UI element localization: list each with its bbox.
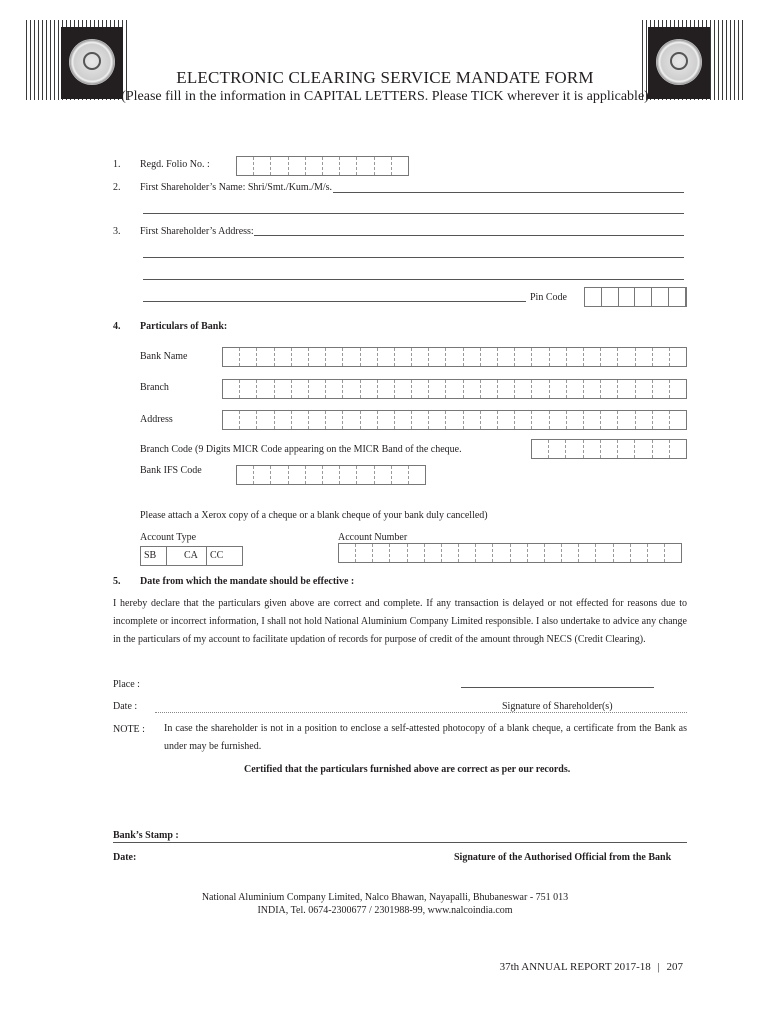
place-label: Place : <box>113 679 140 690</box>
ifs-code-label: Bank IFS Code <box>140 465 202 476</box>
certified-statement: Certified that the particulars furnished above are correct as per our records. <box>244 764 571 775</box>
folio-label: Regd. Folio No. : <box>140 159 210 170</box>
item-number-4: 4. <box>113 321 121 332</box>
item-number-5: 5. <box>113 576 121 587</box>
shareholder-signature-line[interactable] <box>461 687 654 688</box>
attach-cheque-note: Please attach a Xerox copy of a cheque or a blank cheque of your bank duly cancelled) <box>140 510 488 521</box>
footer-separator: | <box>657 961 660 973</box>
mandate-effective-date-label: Date from which the mandate should be effective : <box>140 576 355 587</box>
form-title: ELECTRONIC CLEARING SERVICE MANDATE FORM <box>176 68 594 87</box>
pin-code-boxes[interactable] <box>584 287 687 307</box>
item-number-1: 1. <box>113 159 121 170</box>
micr-code-boxes[interactable] <box>531 439 687 459</box>
address-field-3[interactable] <box>143 279 684 280</box>
account-type-sb[interactable]: SB <box>141 547 167 565</box>
bank-stamp-label: Bank’s Stamp : <box>113 830 179 841</box>
address-field-4[interactable] <box>143 301 526 302</box>
address-field-1[interactable] <box>254 235 684 236</box>
official-signature-label: Signature of the Authorised Official from the Bank <box>454 852 672 863</box>
account-type-boxes[interactable] <box>140 546 243 566</box>
footer-address <box>0 891 770 917</box>
bank-name-label: Bank Name <box>140 351 188 362</box>
note-label: NOTE : <box>113 724 145 735</box>
page-number: 207 <box>666 961 683 973</box>
item-number-2: 2. <box>113 182 121 193</box>
account-type-ca[interactable]: CA <box>167 547 207 565</box>
declaration-text: I hereby declare that the particulars given above are correct and complete. If any transaction is delayed or not effected for reasons due to incomplete or incorrect information, I shall not hold National Aluminium Company Limited responsible. I also undertake to advice any change in the particulars of my account to facilitate updation of records for purpose of credit of the amount through NECS (Credit Clearing). <box>113 598 687 645</box>
date-field[interactable] <box>155 712 687 713</box>
branch-code-label: Branch Code (9 Digits MICR Code appearing on the MICR Band of the cheque. <box>140 444 462 455</box>
bank-name-boxes[interactable] <box>222 347 687 367</box>
pin-code-label: Pin Code <box>530 292 567 303</box>
bank-date-label: Date: <box>113 852 137 863</box>
address-field-2[interactable] <box>143 257 684 258</box>
footer-address-line-1: National Aluminium Company Limited, Nalco Bhawan, Nayapalli, Bhubaneswar - 751 013 <box>201 892 569 903</box>
item-number-3: 3. <box>113 226 121 237</box>
date-label: Date : <box>113 701 138 712</box>
page-footer <box>500 961 683 973</box>
bank-address-boxes[interactable] <box>222 410 687 430</box>
annual-report-label: 37th ANNUAL REPORT 2017-18 <box>499 961 651 973</box>
branch-label: Branch <box>140 382 169 393</box>
shareholder-name-field[interactable] <box>333 192 684 193</box>
folio-number-boxes[interactable] <box>236 156 409 176</box>
form-subtitle: (Please fill in the information in CAPITAL LETTERS. Please TICK wherever it is applicable) <box>121 89 649 104</box>
shareholder-name-label: First Shareholder’s Name: Shri/Smt./Kum./M/s. <box>140 182 333 193</box>
shareholder-signature-label: Signature of Shareholder(s) <box>502 701 613 712</box>
branch-boxes[interactable] <box>222 379 687 399</box>
account-type-cc[interactable]: CC <box>210 550 224 561</box>
shareholder-name-field-2[interactable] <box>143 213 684 214</box>
account-number-boxes[interactable] <box>338 543 682 563</box>
bank-particulars-heading: Particulars of Bank: <box>140 321 228 332</box>
shareholder-address-label: First Shareholder’s Address: <box>140 226 254 237</box>
footer-address-line-2: INDIA, Tel. 0674-2300677 / 2301988-99, www.nalcoindia.com <box>257 905 513 916</box>
bank-address-label: Address <box>140 414 173 425</box>
note-text: In case the shareholder is not in a position to enclose a self-attested photocopy of a blank cheque, a certificate from the Bank as under may be furnished. <box>164 723 687 752</box>
bank-stamp-line <box>113 842 687 843</box>
ifs-code-boxes[interactable] <box>236 465 426 485</box>
account-type-label: Account Type <box>140 532 197 543</box>
account-number-label: Account Number <box>338 532 408 543</box>
